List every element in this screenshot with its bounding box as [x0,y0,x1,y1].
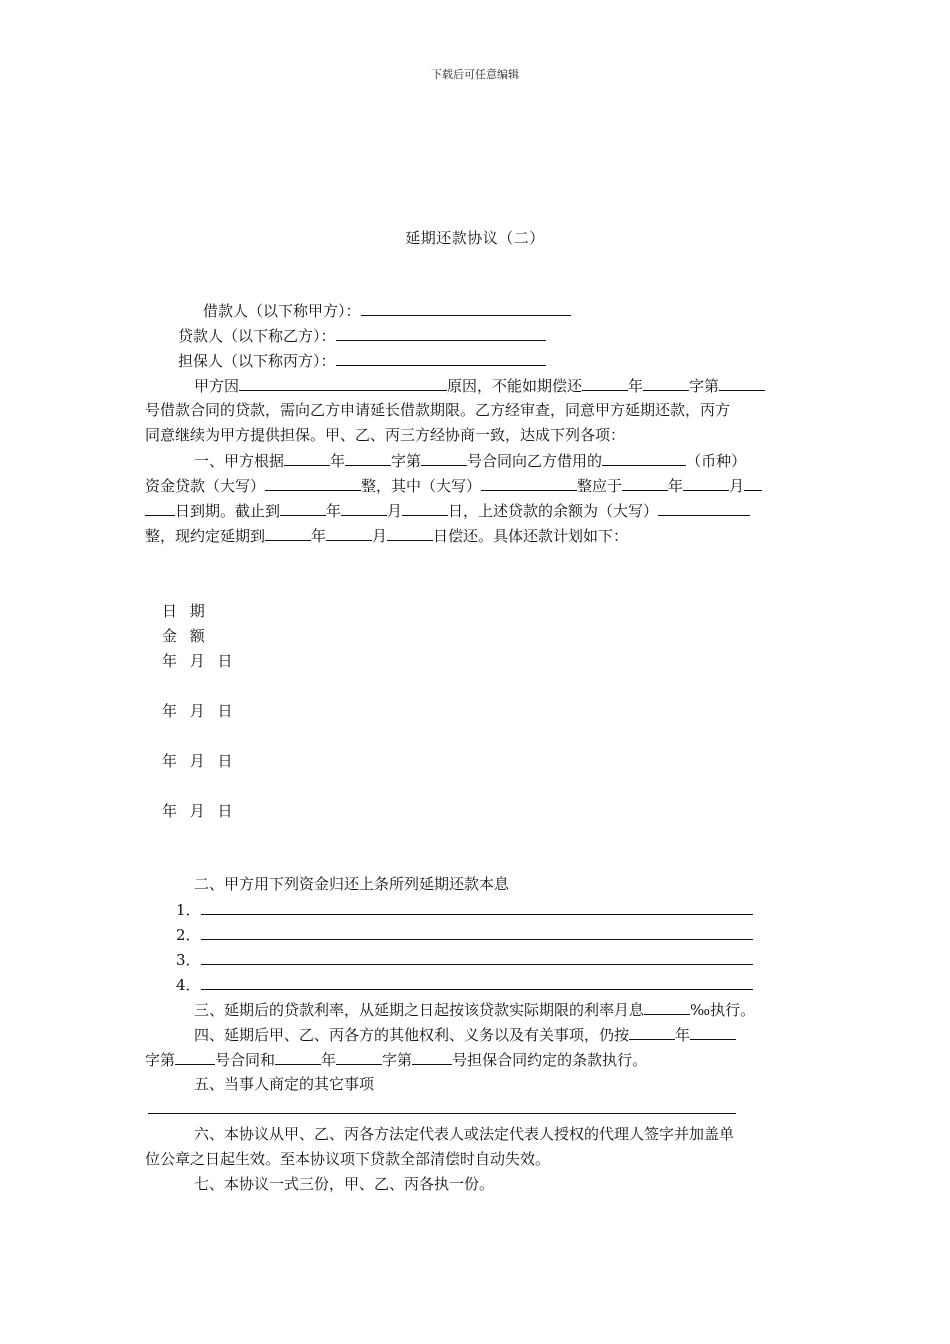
schedule-date-header: 日 期 [162,602,209,620]
clause4-text: 四、延期后甲、乙、丙各方的其他权利、义务以及有关事项，仍按 [194,1026,630,1044]
item-number: 4． [176,976,201,994]
clause1-text: 月 [372,527,388,545]
clause1-text: 年 [326,502,342,520]
item-number: 1． [176,901,201,919]
clause4-line-2 [145,1049,647,1070]
clause3-text: ‰执行。 [690,1001,756,1019]
clause1-text: 号合同向乙方借用的 [467,452,603,470]
guarantor-line [178,350,546,371]
clause5-line: 五、当事人商定的其它事项 [194,1075,375,1093]
day-blank[interactable] [145,500,175,516]
header-note: 下载后可任意编辑 [431,68,519,81]
clause2-item [176,899,753,920]
lender-blank[interactable] [336,325,546,341]
clause1-line-4 [145,525,628,546]
schedule-row: 年 月 日 [162,652,237,670]
item-number: 2． [176,926,201,944]
clause1-text: 资金贷款（大写） [145,477,266,495]
number-blank[interactable] [175,1049,215,1065]
number-blank[interactable] [412,1049,452,1065]
intro-text: 原因，不能如期偿还 [447,377,583,395]
clause4-text: 号担保合同约定的条款执行。 [452,1051,648,1069]
year-blank[interactable] [582,375,628,391]
intro-text: 甲方因 [194,377,240,395]
number-blank[interactable] [421,450,467,466]
clause1-text: 整，现约定延期到 [145,527,266,545]
borrower-line [203,300,571,321]
intro-line-2: 号借款合同的贷款，需向乙方申请延长借款期限。乙方经审查，同意甲方延期还款，丙方 [145,401,731,419]
clause1-line-1 [194,450,746,471]
clause1-text: 年 [668,477,684,495]
rate-blank[interactable] [644,999,690,1015]
year-blank[interactable] [280,500,326,516]
item-number: 3． [176,951,201,969]
clause4-line-1 [194,1024,736,1045]
year-blank[interactable] [265,525,311,541]
fund-source-blank[interactable] [201,974,753,990]
clause6-line-1: 六、本协议从甲、乙、丙各方法定代表人或法定代表人授权的代理人签字并加盖单 [194,1125,735,1143]
number-blank[interactable] [719,375,765,391]
month-blank[interactable] [341,500,387,516]
guarantor-blank[interactable] [336,350,546,366]
clause1-text: 字第 [391,452,422,470]
borrower-blank[interactable] [361,300,571,316]
char-blank[interactable] [690,1024,736,1040]
schedule-row: 年 月 日 [162,802,237,820]
amount-blank[interactable] [481,475,577,491]
clause1-text: （币种） [686,452,747,470]
intro-text: 年 [628,377,644,395]
year-blank[interactable] [622,475,668,491]
clause4-text: 字第 [382,1051,413,1069]
balance-blank[interactable] [658,500,750,516]
month-blank[interactable] [683,475,729,491]
day-blank[interactable] [387,525,433,541]
clause1-text: 月 [387,502,403,520]
currency-blank[interactable] [602,450,686,466]
clause3-text: 三、延期后的贷款利率，从延期之日起按该贷款实际期限的利率月息 [194,1001,645,1019]
other-matters-blank[interactable] [148,1113,736,1114]
clause2-item [176,974,753,995]
lender-line [178,325,546,346]
day-blank[interactable] [744,475,762,491]
year-blank[interactable] [629,1024,675,1040]
document-title: 延期还款协议（二） [405,229,545,247]
year-blank[interactable] [275,1049,321,1065]
month-blank[interactable] [326,525,372,541]
clause1-text: 整，其中（大写） [361,477,482,495]
char-blank[interactable] [643,375,689,391]
intro-text: 字第 [689,377,720,395]
lender-label: 贷款人（以下称乙方）： [178,327,336,345]
schedule-amount-header: 金 额 [162,627,209,645]
clause4-text: 字第 [145,1051,176,1069]
borrower-label: 借款人（以下称甲方）： [203,302,361,320]
fund-source-blank[interactable] [201,949,753,965]
clause1-text: 一、甲方根据 [194,452,285,470]
year-blank[interactable] [284,450,330,466]
char-blank[interactable] [345,450,391,466]
clause4-text: 年 [675,1026,691,1044]
guarantor-label: 担保人（以下称丙方）： [178,352,336,370]
clause4-text: 号合同和 [215,1051,276,1069]
intro-line-1 [194,375,765,396]
clause3-line [194,999,755,1020]
intro-line-3: 同意继续为甲方提供担保。甲、乙、丙三方经协商一致，达成下列各项： [145,426,626,444]
clause1-line-3 [145,500,750,521]
clause1-text: 日，上述贷款的余额为（大写） [448,502,659,520]
clause2-item [176,924,753,945]
clause1-line-2 [145,475,762,496]
clause1-text: 日到期。截止到 [175,502,281,520]
day-blank[interactable] [402,500,448,516]
schedule-row: 年 月 日 [162,702,237,720]
schedule-row: 年 月 日 [162,752,237,770]
clause6-line-2: 位公章之日起生效。至本协议项下贷款全部清偿时自动失效。 [145,1150,551,1168]
clause2-heading: 二、甲方用下列资金归还上条所列延期还款本息 [194,875,510,893]
reason-blank[interactable] [239,375,447,391]
clause7-line: 七、本协议一式三份，甲、乙、丙各执一份。 [194,1175,495,1193]
clause2-item [176,949,753,970]
clause1-text: 日偿还。具体还款计划如下： [433,527,629,545]
clause1-text: 整应于 [577,477,623,495]
fund-source-blank[interactable] [201,924,753,940]
fund-source-blank[interactable] [201,899,753,915]
char-blank[interactable] [336,1049,382,1065]
clause4-text: 年 [321,1051,337,1069]
clause1-text: 年 [311,527,327,545]
clause1-text: 月 [729,477,745,495]
clause1-text: 年 [330,452,346,470]
amount-blank[interactable] [265,475,361,491]
